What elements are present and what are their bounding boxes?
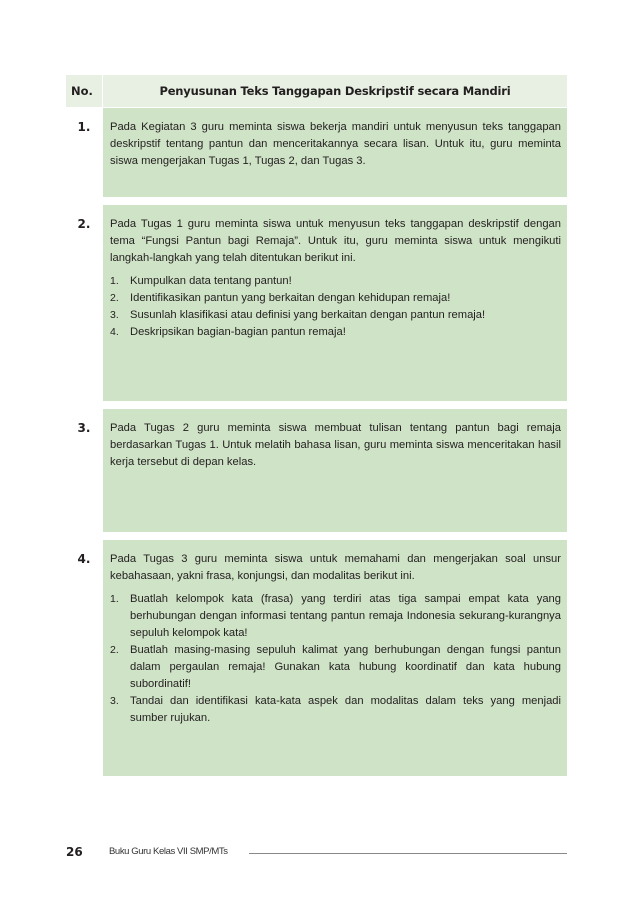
row-content [103,108,567,197]
list-item [110,591,561,642]
book-title: Buku Guru Kelas VII SMP/MTs [109,846,228,857]
page-footer [66,845,567,861]
list-item-text: Deskripsikan bagian-bagian pantun remaja! [130,326,346,338]
list-item [110,693,561,727]
list-item-text: Buatlah masing-masing sepuluh kalimat yang berhubungan dengan fungsi pantun dalam pergaulan remaja! Gunakan kata hubung koordinatif dan kata hubung subordinatif! [130,644,561,690]
list-item-text: Tandai dan identifikasi kata-kata aspek dan modalitas dalam teks yang menjadi sumber rujukan. [130,695,561,724]
row-text: Pada Tugas 1 guru meminta siswa untuk menyusun teks tanggapan deskripstif dengan tema “Fungsi Pantun bagi Remaja”. Untuk itu, guru meminta siswa untuk mengikuti langkah-langkah yang telah ditentukan berikut ini. [110,218,561,264]
row-content [103,205,567,401]
list-item [110,290,561,307]
footer-divider [249,853,567,854]
list-item-text: Buatlah kelompok kata (frasa) yang terdiri atas tiga sampai empat kata yang berhubungan dengan informasi tentang pantun remaja Indonesia sekurang-kurangnya sepuluh kelompok kata! [130,593,561,639]
step-list [110,273,561,341]
row-content [103,540,567,776]
header-number: No. [66,75,103,108]
list-marker: 3. [110,309,119,321]
header-title: Penyusunan Teks Tanggapan Deskripstif secara Mandiri [103,75,567,108]
row-text: Pada Kegiatan 3 guru meminta siswa bekerja mandiri untuk menyusun teks tanggapan deskripstif tentang pantun dan menceritakannya secara lisan. Untuk itu, guru meminta siswa mengerjakan Tugas 1, Tugas 2, dan Tugas 3. [110,121,561,167]
row-number: 4. [66,540,103,776]
table-header-row [66,75,567,108]
row-number: 3. [66,409,103,532]
list-marker: 2. [110,644,119,656]
step-list [110,591,561,727]
list-item [110,273,561,290]
list-marker: 1. [110,593,119,605]
list-marker: 4. [110,326,119,338]
list-item-text: Kumpulkan data tentang pantun! [130,275,292,287]
table-row [66,205,567,401]
row-content [103,409,567,532]
task-table [66,75,567,776]
list-item-text: Susunlah klasifikasi atau definisi yang berkaitan dengan pantun remaja! [130,309,486,321]
table-row [66,409,567,532]
row-text: Pada Tugas 3 guru meminta siswa untuk memahami dan mengerjakan soal unsur kebahasaan, yakni frasa, konjungsi, dan modalitas berikut ini. [110,553,561,582]
list-item [110,307,561,324]
row-text: Pada Tugas 2 guru meminta siswa membuat tulisan tentang pantun bagi remaja berdasarkan Tugas 1. Untuk melatih bahasa lisan, guru meminta siswa menceritakan hasil kerja tersebut di depan kelas. [110,422,561,468]
list-marker: 2. [110,292,119,304]
table-row [66,108,567,197]
list-marker: 1. [110,275,119,287]
list-item [110,324,561,341]
row-number: 2. [66,205,103,401]
list-marker: 3. [110,695,119,707]
list-item [110,642,561,693]
list-item-text: Identifikasikan pantun yang berkaitan dengan kehidupan remaja! [130,292,451,304]
page-number: 26 [66,845,83,859]
table-row [66,540,567,776]
row-number: 1. [66,108,103,197]
